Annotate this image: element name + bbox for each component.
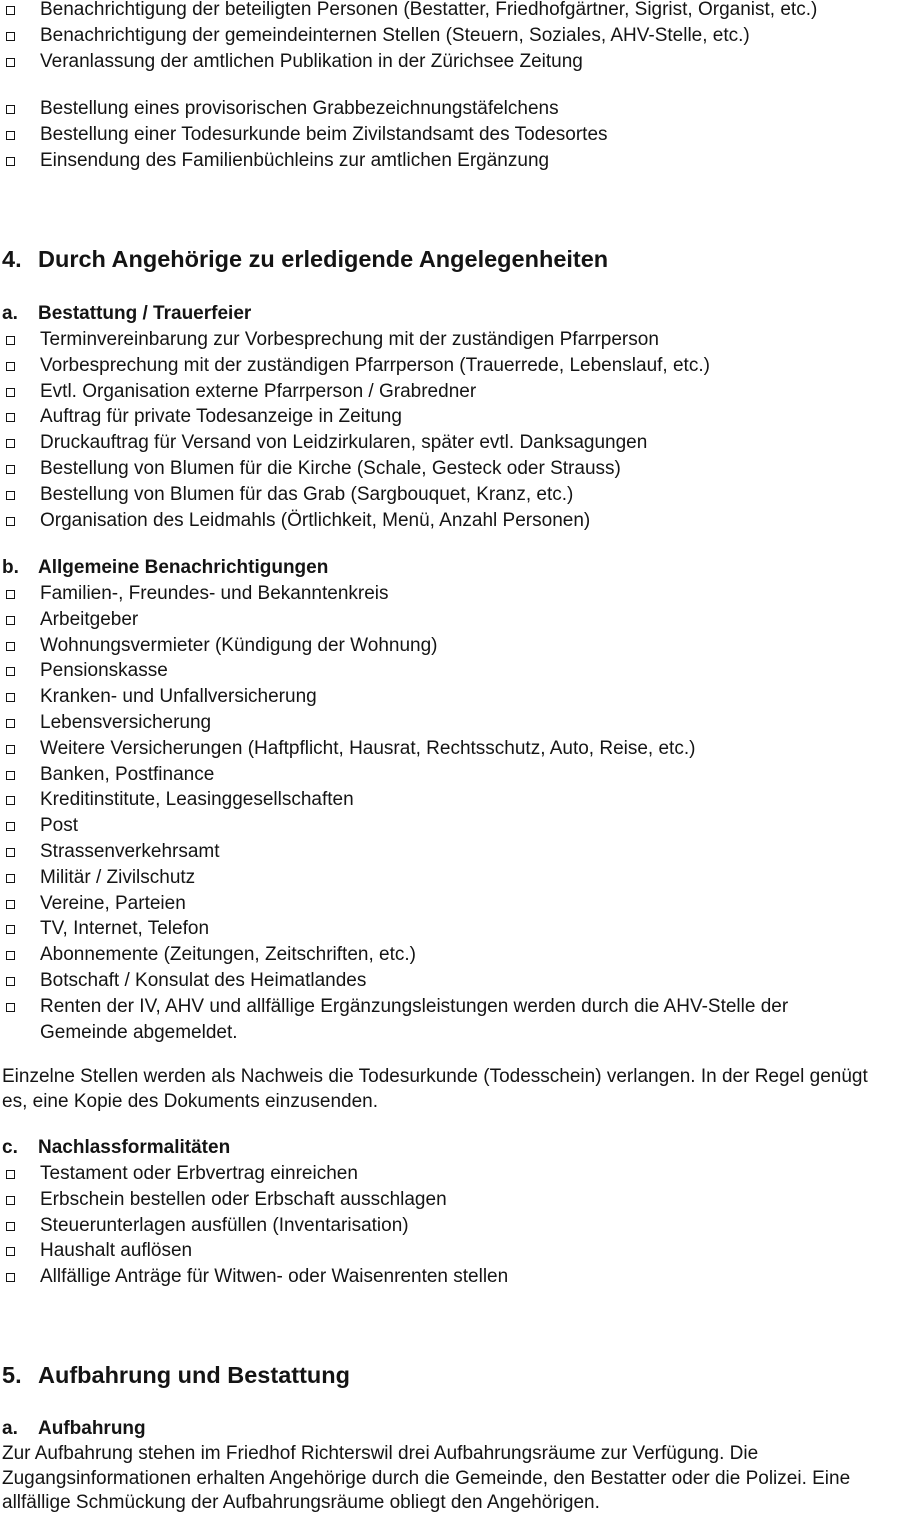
checklist <box>2 96 608 173</box>
section4b-note <box>2 1065 897 1114</box>
subsection-title: Allgemeine Benachrichtigungen <box>38 557 329 578</box>
checklist-item[interactable]: Bestellung eines provisorischen Grabbezeichnungstäfelchens <box>2 96 608 122</box>
checklist-item[interactable]: Organisation des Leidmahls (Örtlichkeit, Menü, Anzahl Personen) <box>2 508 710 534</box>
checkbox-icon[interactable] <box>6 465 15 474</box>
checkbox-icon[interactable] <box>6 6 15 15</box>
checklist-item[interactable]: Weitere Versicherungen (Haftpflicht, Hausrat, Rechtsschutz, Auto, Reise, etc.) <box>2 736 880 762</box>
checklist <box>2 0 817 74</box>
checkbox-icon[interactable] <box>6 131 15 140</box>
checklist-item[interactable]: Arbeitgeber <box>2 607 880 633</box>
section-number: 5. <box>2 1362 22 1388</box>
checkbox-icon[interactable] <box>6 388 15 397</box>
subsection-title: Bestattung / Trauerfeier <box>38 303 252 324</box>
section-title: Durch Angehörige zu erledigende Angelegenheiten <box>38 246 609 272</box>
checkbox-icon[interactable] <box>6 58 15 67</box>
checklist-item[interactable]: Veranlassung der amtlichen Publikation in der Zürichsee Zeitung <box>2 49 817 75</box>
checkbox-icon[interactable] <box>6 157 15 166</box>
section3-checklist-2 <box>2 96 608 173</box>
checkbox-icon[interactable] <box>6 745 15 754</box>
checkbox-icon[interactable] <box>6 439 15 448</box>
checklist-item[interactable]: Post <box>2 813 880 839</box>
checklist-item[interactable]: Botschaft / Konsulat des Heimatlandes <box>2 968 880 994</box>
checklist-item[interactable]: Kreditinstitute, Leasinggesellschaften <box>2 787 880 813</box>
checklist-item[interactable]: Evtl. Organisation externe Pfarrperson / Grabredner <box>2 379 710 405</box>
checklist-item[interactable]: Banken, Postfinance <box>2 762 880 788</box>
checklist <box>2 327 710 533</box>
checkbox-icon[interactable] <box>6 413 15 422</box>
checklist-item[interactable]: Abonnemente (Zeitungen, Zeitschriften, etc.) <box>2 942 880 968</box>
checklist-item[interactable]: Vorbesprechung mit der zuständigen Pfarrperson (Trauerrede, Lebenslauf, etc.) <box>2 353 710 379</box>
checklist-item[interactable]: Lebensversicherung <box>2 710 880 736</box>
checklist-item[interactable]: Familien-, Freundes- und Bekanntenkreis <box>2 581 880 607</box>
section4-heading <box>2 244 608 274</box>
checklist-item[interactable]: Bestellung einer Todesurkunde beim Zivilstandsamt des Todesortes <box>2 122 608 148</box>
checklist-item[interactable]: Bestellung von Blumen für die Kirche (Schale, Gesteck oder Strauss) <box>2 456 710 482</box>
checklist-item[interactable]: Steuerunterlagen ausfüllen (Inventarisation) <box>2 1213 508 1239</box>
checklist-item[interactable]: Wohnungsvermieter (Kündigung der Wohnung) <box>2 633 880 659</box>
checkbox-icon[interactable] <box>6 925 15 934</box>
checkbox-icon[interactable] <box>6 517 15 526</box>
body-paragraph: Zur Aufbahrung stehen im Friedhof Richterswil drei Aufbahrungsräume zur Verfügung. Die Zugangsinformationen erhalten Angehörige durch die Gemeinde, den Bestatter oder die Polizei. Eine allfällige Schmückung der Aufbahrungsräume obliegt den Angehörigen. <box>2 1443 851 1513</box>
checklist-item[interactable]: Einsendung des Familienbüchleins zur amtlichen Ergänzung <box>2 148 608 174</box>
checkbox-icon[interactable] <box>6 977 15 986</box>
checklist-item[interactable]: Benachrichtigung der beteiligten Personen (Bestatter, Friedhofgärtner, Sigrist, Organist, etc.) <box>2 0 817 23</box>
section-number: 4. <box>2 246 22 272</box>
checklist-item[interactable]: Militär / Zivilschutz <box>2 865 880 891</box>
checkbox-icon[interactable] <box>6 874 15 883</box>
checklist-item[interactable]: Testament oder Erbvertrag einreichen <box>2 1161 508 1187</box>
subsection-title: Aufbahrung <box>38 1418 146 1439</box>
checkbox-icon[interactable] <box>6 822 15 831</box>
subsection-letter: a. <box>2 1418 18 1439</box>
checkbox-icon[interactable] <box>6 1222 15 1231</box>
checkbox-icon[interactable] <box>6 1273 15 1282</box>
checkbox-icon[interactable] <box>6 105 15 114</box>
checkbox-icon[interactable] <box>6 336 15 345</box>
checklist <box>2 581 880 1045</box>
subsection-letter: a. <box>2 303 18 324</box>
subsection-letter: b. <box>2 557 19 578</box>
checkbox-icon[interactable] <box>6 1247 15 1256</box>
section4a <box>2 301 710 533</box>
checkbox-icon[interactable] <box>6 796 15 805</box>
subsection-title: Nachlassformalitäten <box>38 1137 231 1158</box>
section5a <box>2 1416 897 1516</box>
checkbox-icon[interactable] <box>6 951 15 960</box>
checkbox-icon[interactable] <box>6 1003 15 1012</box>
note-paragraph: Einzelne Stellen werden als Nachweis die Todesurkunde (Todesschein) verlangen. In der Regel genügt es, eine Kopie des Dokuments einzusenden. <box>2 1066 868 1112</box>
section4b <box>2 555 880 1045</box>
checklist-item[interactable]: Strassenverkehrsamt <box>2 839 880 865</box>
checklist <box>2 1161 508 1290</box>
checklist-item[interactable]: Kranken- und Unfallversicherung <box>2 684 880 710</box>
checkbox-icon[interactable] <box>6 900 15 909</box>
checklist-item[interactable]: TV, Internet, Telefon <box>2 916 880 942</box>
section5-heading <box>2 1360 350 1390</box>
checkbox-icon[interactable] <box>6 719 15 728</box>
checklist-item[interactable]: Haushalt auflösen <box>2 1238 508 1264</box>
checkbox-icon[interactable] <box>6 32 15 41</box>
checklist-item[interactable]: Pensionskasse <box>2 658 880 684</box>
checklist-item[interactable]: Terminvereinbarung zur Vorbesprechung mit der zuständigen Pfarrperson <box>2 327 710 353</box>
checklist-item[interactable]: Benachrichtigung der gemeindeinternen Stellen (Steuern, Soziales, AHV-Stelle, etc.) <box>2 23 817 49</box>
checkbox-icon[interactable] <box>6 642 15 651</box>
checkbox-icon[interactable] <box>6 1196 15 1205</box>
checkbox-icon[interactable] <box>6 590 15 599</box>
checkbox-icon[interactable] <box>6 667 15 676</box>
checkbox-icon[interactable] <box>6 491 15 500</box>
checklist-item[interactable]: Allfällige Anträge für Witwen- oder Waisenrenten stellen <box>2 1264 508 1290</box>
checklist-item[interactable]: Vereine, Parteien <box>2 891 880 917</box>
subsection-letter: c. <box>2 1137 18 1158</box>
section-title: Aufbahrung und Bestattung <box>38 1362 350 1388</box>
checkbox-icon[interactable] <box>6 848 15 857</box>
checkbox-icon[interactable] <box>6 1170 15 1179</box>
checklist-item[interactable]: Druckauftrag für Versand von Leidzirkularen, später evtl. Danksagungen <box>2 430 710 456</box>
checklist-item[interactable]: Bestellung von Blumen für das Grab (Sargbouquet, Kranz, etc.) <box>2 482 710 508</box>
checklist-item[interactable]: Erbschein bestellen oder Erbschaft ausschlagen <box>2 1187 508 1213</box>
checkbox-icon[interactable] <box>6 693 15 702</box>
section3-checklist <box>2 0 817 74</box>
checkbox-icon[interactable] <box>6 771 15 780</box>
checklist-item[interactable]: Auftrag für private Todesanzeige in Zeitung <box>2 404 710 430</box>
section4c <box>2 1135 508 1290</box>
checkbox-icon[interactable] <box>6 616 15 625</box>
checkbox-icon[interactable] <box>6 362 15 371</box>
checklist-item[interactable]: Renten der IV, AHV und allfällige Ergänzungsleistungen werden durch die AHV-Stelle der Gemeinde abgemeldet. <box>2 994 880 1046</box>
